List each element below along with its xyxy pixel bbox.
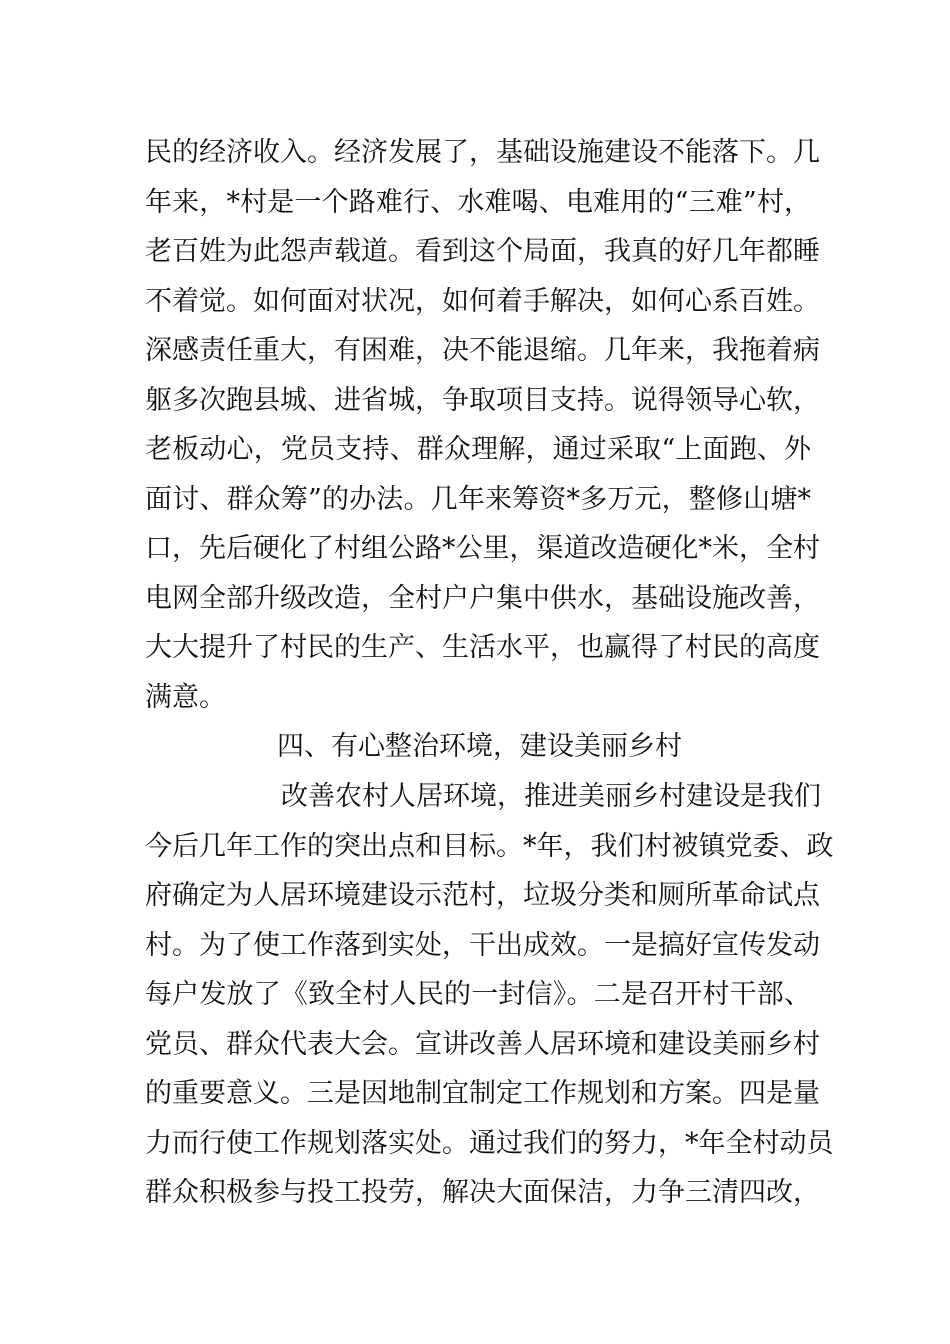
paragraph-line: 民的经济收入。经济发展了，基础设施建设不能落下。几 (145, 137, 820, 168)
paragraph-line: 年来，*村是一个路难行、水难喝、电难用的“三难”村， (145, 186, 811, 218)
section-heading-text: 四、有心整治环境，建设美丽乡村 (277, 731, 682, 762)
paragraph-line: 老百姓为此怨声载道。看到这个局面，我真的好几年都睡 (145, 236, 820, 267)
paragraph-line: 今后几年工作的突出点和目标。*年，我们村被镇党委、政 (145, 830, 834, 862)
paragraph-line: 力而行使工作规划落实处。通过我们的努力，*年全村动员 (145, 1127, 834, 1159)
paragraph-line: 每户发放了《致全村人民的一封信》。二是召开村干部、 (145, 979, 811, 1010)
paragraph-line: 电网全部升级改造，全村户户集中供水，基础设施改善， (145, 582, 820, 614)
section-heading (145, 722, 811, 772)
paragraph-line: 面讨、群众筹”的办法。几年来筹资*多万元，整修山塘* (145, 483, 811, 515)
paragraph-line: 府确定为人居环境建设示范村，垃圾分类和厕所革命试点 (145, 880, 820, 911)
paragraph-line: 的重要意义。三是因地制宜制定工作规划和方案。四是量 (145, 1078, 820, 1109)
paragraph-line: 群众积极参与投工投劳，解决大面保洁，力争三清四改， (145, 1177, 820, 1208)
paragraph-line: 满意。 (145, 681, 226, 713)
paragraph-line: 大大提升了村民的生产、生活水平，也赢得了村民的高度 (145, 632, 820, 663)
paragraph-line: 改善农村人居环境，推进美丽乡村建设是我们 (281, 781, 821, 812)
paragraph-line: 老板动心，党员支持、群众理解，通过采取“上面跑、外 (145, 434, 811, 465)
paragraph-line: 躯多次跑县城、进省城，争取项目支持。说得领导心软， (145, 384, 820, 416)
paragraph-line: 口，先后硬化了村组公路*公里，渠道改造硬化*米，全村 (145, 533, 820, 564)
paragraph-line: 深感责任重大，有困难，决不能退缩。几年来，我拖着病 (145, 335, 820, 366)
paragraph-line: 村。为了使工作落到实处，干出成效。一是搞好宣传发动 (145, 929, 820, 961)
paragraph-line: 不着觉。如何面对状况，如何着手解决，如何心系百姓。 (145, 285, 820, 317)
paragraph-environment (145, 772, 834, 1218)
paragraph-economic-infrastructure (145, 128, 820, 722)
paragraph-line: 党员、群众代表大会。宣讲改善人居环境和建设美丽乡村 (145, 1028, 820, 1060)
